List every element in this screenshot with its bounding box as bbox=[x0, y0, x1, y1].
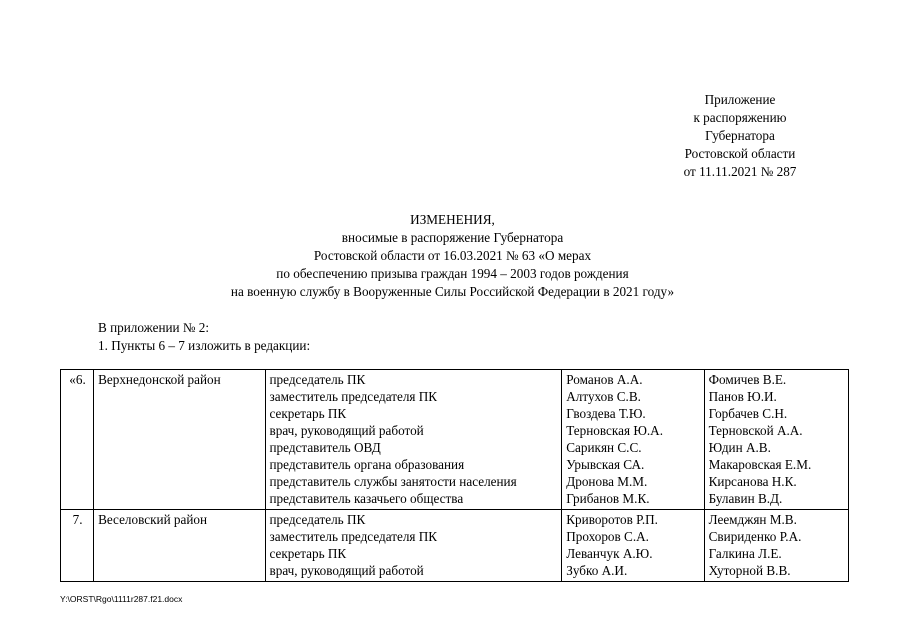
appendix-line: от 11.11.2021 № 287 bbox=[683, 164, 797, 179]
main-member: Дронова М.М. bbox=[566, 474, 648, 489]
positions-cell bbox=[265, 370, 562, 510]
title-line: вносимые в распоряжение Губернатора bbox=[341, 230, 564, 245]
main-member: Зубко А.И. bbox=[566, 563, 628, 578]
appendix-block bbox=[660, 91, 820, 181]
row-number: «6. bbox=[69, 372, 86, 387]
intro-line: В приложении № 2: bbox=[98, 320, 210, 335]
main-member: Гвоздева Т.Ю. bbox=[566, 406, 646, 421]
district-name: Верхнедонской район bbox=[98, 372, 221, 387]
appendix-line: к распоряжению bbox=[693, 110, 787, 125]
district-cell bbox=[94, 370, 265, 510]
intro-line: 1. Пункты 6 – 7 изложить в редакции: bbox=[98, 338, 311, 353]
reserve-members-cell bbox=[704, 370, 848, 510]
reserve-member: Галкина Л.Е. bbox=[708, 546, 782, 561]
main-member: Прохоров С.А. bbox=[566, 529, 649, 544]
reserve-member: Юдин А.В. bbox=[708, 440, 771, 455]
main-members-cell bbox=[562, 370, 704, 510]
title-line: Ростовской области от 16.03.2021 № 63 «О мерах bbox=[313, 248, 592, 263]
position-item: заместитель председателя ПК bbox=[269, 529, 438, 544]
reserve-member: Горбачев С.Н. bbox=[708, 406, 788, 421]
position-item: представитель органа образования bbox=[269, 457, 465, 472]
row-number-cell bbox=[61, 370, 94, 510]
title-line: на военную службу в Вооруженные Силы Российской Федерации в 2021 году» bbox=[230, 284, 675, 299]
position-item: представитель ОВД bbox=[269, 440, 381, 455]
row-number-cell bbox=[61, 510, 94, 582]
district-name: Веселовский район bbox=[98, 512, 208, 527]
intro-text bbox=[98, 319, 310, 355]
main-members-cell bbox=[562, 510, 704, 582]
reserve-member: Кирсанова Н.К. bbox=[708, 474, 797, 489]
main-member: Романов А.А. bbox=[566, 372, 643, 387]
reserve-member: Фомичев В.Е. bbox=[708, 372, 787, 387]
row-number: 7. bbox=[72, 512, 83, 527]
reserve-member: Хуторной В.В. bbox=[708, 563, 791, 578]
reserve-member: Терновской А.А. bbox=[708, 423, 803, 438]
main-member: Алтухов С.В. bbox=[566, 389, 641, 404]
appendix-line: Приложение bbox=[704, 92, 776, 107]
appendix-line: Ростовской области bbox=[684, 146, 796, 161]
positions-cell bbox=[265, 510, 562, 582]
reserve-member: Панов Ю.И. bbox=[708, 389, 777, 404]
reserve-member: Леемджян М.В. bbox=[708, 512, 797, 527]
position-item: заместитель председателя ПК bbox=[269, 389, 438, 404]
position-item: председатель ПК bbox=[269, 512, 366, 527]
reserve-member: Булавин В.Д. bbox=[708, 491, 783, 506]
reserve-members-cell bbox=[704, 510, 848, 582]
main-member: Сарикян С.С. bbox=[566, 440, 642, 455]
document-title bbox=[0, 211, 905, 301]
position-item: секретарь ПК bbox=[269, 406, 347, 421]
position-item: врач, руководящий работой bbox=[269, 423, 424, 438]
commission-table bbox=[60, 369, 849, 582]
file-path-footer: Y:\ORST\Rgo\1111r287.f21.docx bbox=[60, 594, 183, 604]
reserve-member: Свириденко Р.А. bbox=[708, 529, 802, 544]
appendix-line: Губернатора bbox=[705, 128, 775, 143]
main-member: Грибанов М.К. bbox=[566, 491, 650, 506]
title-heading: ИЗМЕНЕНИЯ, bbox=[410, 212, 495, 227]
position-item: врач, руководящий работой bbox=[269, 563, 424, 578]
position-item: секретарь ПК bbox=[269, 546, 347, 561]
position-item: представитель службы занятости населения bbox=[269, 474, 517, 489]
position-item: представитель казачьего общества bbox=[269, 491, 464, 506]
position-item: председатель ПК bbox=[269, 372, 366, 387]
table-row bbox=[61, 370, 849, 510]
title-line: по обеспечению призыва граждан 1994 – 2003 годов рождения bbox=[276, 266, 629, 281]
reserve-member: Макаровская Е.М. bbox=[708, 457, 812, 472]
main-member: Урывская СА. bbox=[566, 457, 645, 472]
table-row bbox=[61, 510, 849, 582]
district-cell bbox=[94, 510, 265, 582]
main-member: Терновская Ю.А. bbox=[566, 423, 663, 438]
main-member: Криворотов Р.П. bbox=[566, 512, 658, 527]
main-member: Леванчук А.Ю. bbox=[566, 546, 653, 561]
table-body bbox=[61, 370, 849, 582]
